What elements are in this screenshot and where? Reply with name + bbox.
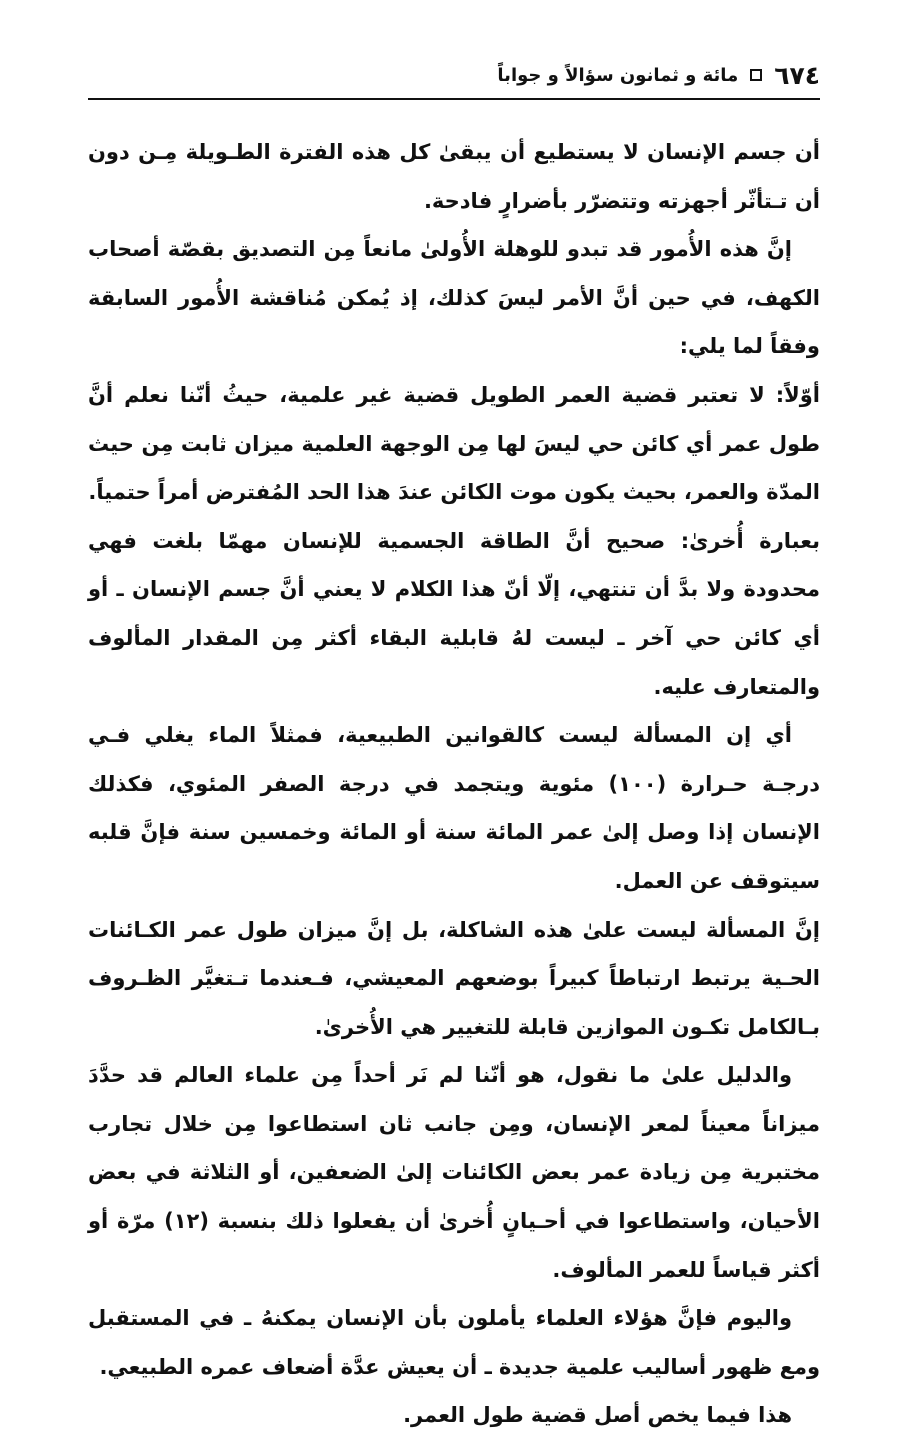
paragraph: إنَّ هذه الأُمور قد تبدو للوهلة الأُولىٰ مانعاً مِن التصديق بقصّة أصحاب الكهف، في حين أنَّ الأمر ليسَ كذلك، إذ يُمكن مُناقشة الأُمور السابقة وفقاً لما يلي: <box>88 237 820 359</box>
paragraph: واليوم فإنَّ هؤلاء العلماء يأملون بأن الإنسان يمكنهُ ـ في المستقبل ومع ظهور أساليب علمية جديدة ـ أن يعيش عدَّة أضعاف عمره الطبيعي. <box>88 1306 820 1379</box>
paragraph: هذا فيما يخص أصل قضية طول العمر. <box>403 1403 792 1428</box>
paragraph: أن جسم الإنسان لا يستطيع أن يبقىٰ كل هذه الفترة الطـويلة مِـن دون أن تـتأثّر أجهزته وتتضرّر بأضرارٍ فادحة. <box>88 140 820 213</box>
header-divider <box>88 98 820 100</box>
paragraph: أي إن المسألة ليست كالقوانين الطبيعية، فمثلاً الماء يغلي فـي درجـة حـرارة (١٠٠) مئوية ويتجمد في درجة الصفر المئوي، فكذلك الإنسان إذا وصل إلىٰ عمر المائة سنة أو المائة وخمسين سنة فإنَّ قلبه سيتوقف عن العمل. <box>88 723 820 893</box>
page-header <box>88 56 820 94</box>
paragraph: والدليل علىٰ ما نقول، هو أنّنا لم نَر أحداً مِن علماء العالم قد حدَّدَ ميزاناً معيناً لمعر الإنسان، ومِن جانب ثان استطاعوا مِن خلال تجارب مختبرية مِن زيادة عمر بعض الكائنات إلىٰ الضعفين، أو الثلاثة في بعض الأحيان، واستطاعوا في أحـيانٍ أُخرىٰ أن يفعلوا ذلك بنسبة (١٢) مرّة أو أكثر قياساً للعمر المألوف. <box>88 1063 821 1282</box>
running-title: مائة و ثمانون سؤالاً و جواباً <box>497 64 739 86</box>
paragraph: بعبارة أُخرىٰ: صحيح أنَّ الطاقة الجسمية للإنسان مهمّا بلغت فهي محدودة ولا بدَّ أن تنتهي، إلّا أنّ هذا الكلام لا يعني أنَّ جسم الإنسان ـ أو أي كائن حي آخر ـ ليست لهُ قابلية البقاء أكثر مِن المقدار المألوف والمتعارف عليه. <box>88 528 820 699</box>
square-ornament-icon <box>750 69 762 81</box>
body-text <box>88 128 820 1440</box>
paragraph: أوّلاً: لا تعتبر قضية العمر الطويل قضية غير علمية، حيثُ أنّنا نعلم أنَّ طول عمر أي كائن حي ليسَ لها مِن الوجهة العلمية ميزان ثابت مِن حيث المدّة والعمر، بحيث يكون موت الكائن عندَ هذا الحد المُفترض أمراً حتمياً. <box>88 382 820 505</box>
page-number: ٦٧٤ <box>774 60 820 90</box>
paragraph: إنَّ المسألة ليست علىٰ هذه الشاكلة، بل إنَّ ميزان طول عمر الكـائنات الحـية يرتبط ارتباطاً كبيراً بوضعهم المعيشي، فـعندما تـتغيَّر الظـروف بـالكامل تكـون الموازين قابلة للتغيير هي الأُخرىٰ. <box>88 917 820 1039</box>
